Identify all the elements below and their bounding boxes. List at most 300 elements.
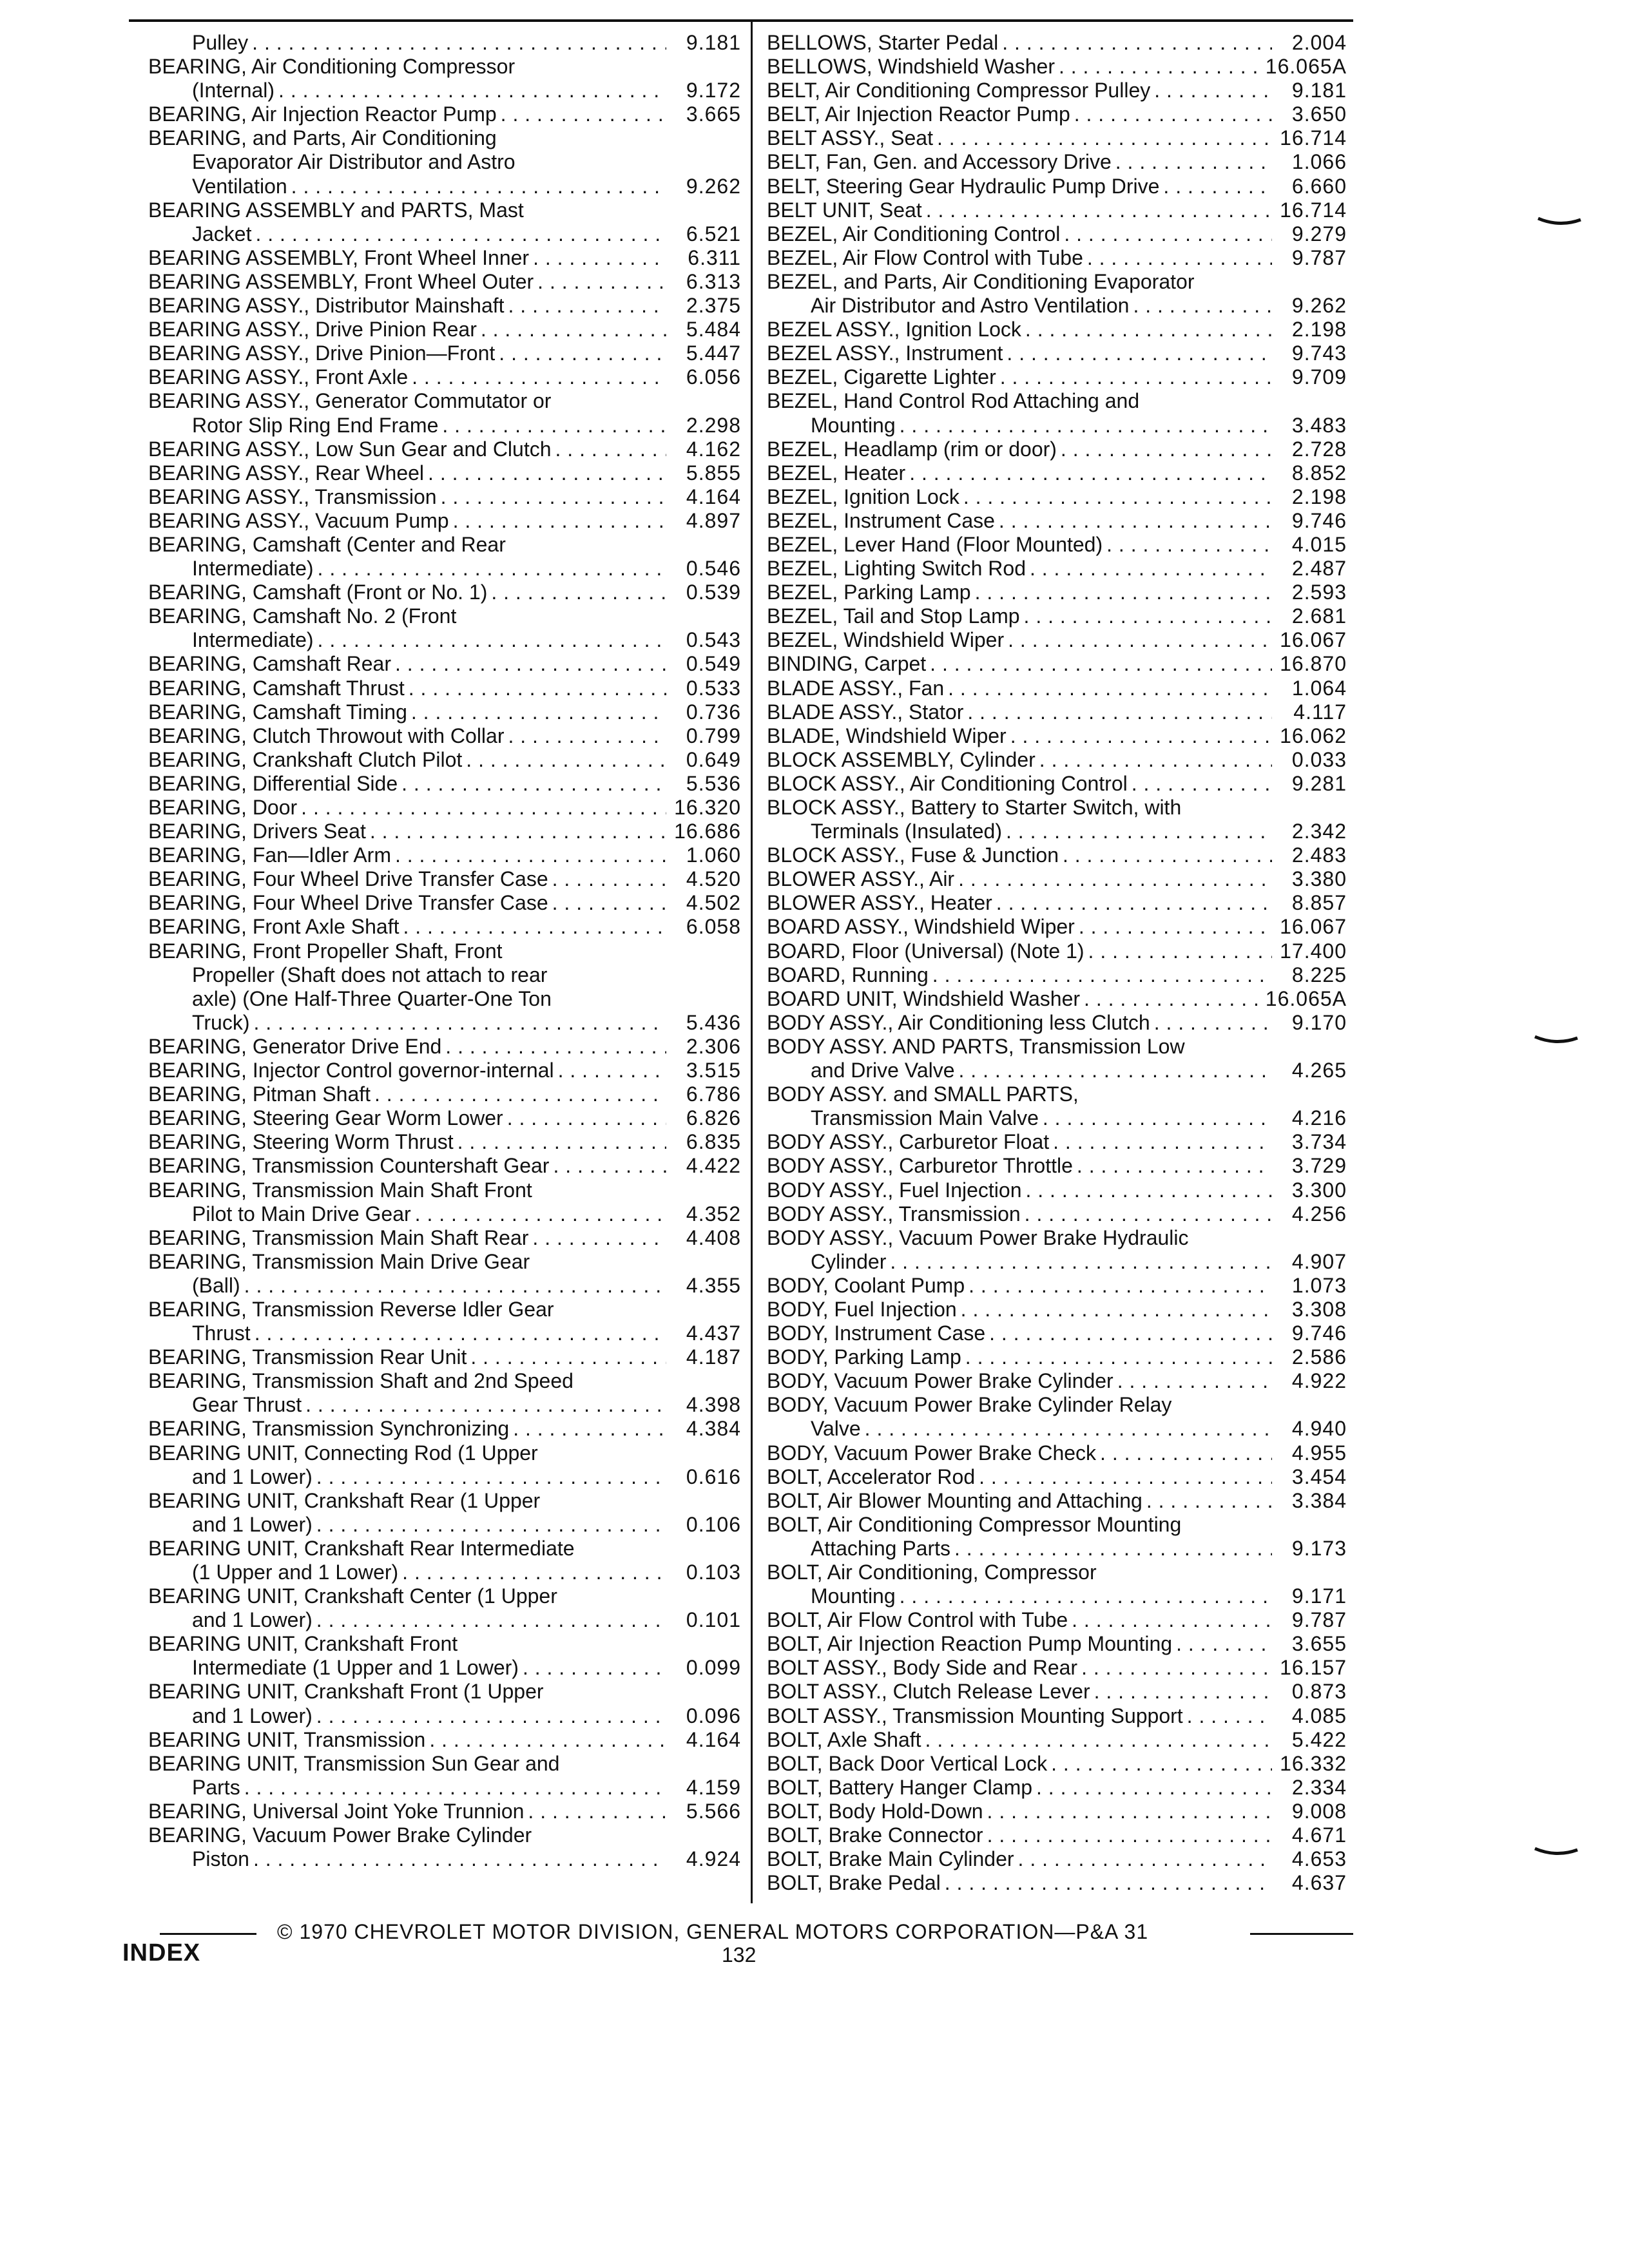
entry-page-reference: 2.681 [1291,604,1347,628]
entry-text: BEARING, Steering Gear Worm Lower [148,1106,503,1130]
index-entry [148,1800,741,1823]
index-entry-line [148,652,741,676]
index-entry-line [767,1393,1347,1417]
index-entry [148,939,741,1035]
entry-text: BEARING, Fan—Idler Arm [148,843,391,867]
entry-text: BOARD ASSY., Windshield Wiper [767,915,1075,939]
index-entry [148,509,741,533]
entry-page-reference: 4.355 [686,1273,741,1297]
index-entry-line [767,628,1347,652]
entry-text: BEARING, Steering Worm Thrust [148,1130,454,1154]
index-entry-line [767,1345,1347,1369]
index-entry [767,1680,1347,1704]
entry-page-reference: 16.065A [1265,986,1347,1010]
entry-page-reference: 4.437 [686,1321,741,1345]
entry-page-reference: 2.198 [1291,485,1347,508]
entry-text: BELT, Air Injection Reactor Pump [767,102,1070,126]
entry-page-reference: 5.566 [686,1799,741,1823]
index-entry-line [767,987,1347,1011]
index-entry [767,102,1347,126]
entry-page-reference: 0.101 [686,1608,741,1632]
entry-text: BEARING, Air Injection Reactor Pump [148,102,497,126]
dot-leader [552,867,666,891]
index-entry-line [767,1680,1347,1704]
entry-text: BLOWER ASSY., Heater [767,891,992,915]
dot-leader [533,246,666,270]
index-entry-line [148,175,741,198]
index-entry [767,1082,1347,1130]
entry-text: BODY, Coolant Pump [767,1273,965,1297]
entry-page-reference: 16.320 [674,796,741,819]
index-entry-line [148,1704,741,1728]
dot-leader [930,652,1272,676]
dot-leader [1154,79,1272,102]
index-entry [148,270,741,294]
dot-leader [1051,1752,1272,1776]
index-entry [148,1130,741,1154]
index-entry-line [767,1226,1347,1250]
entry-page-reference: 9.787 [1291,1608,1347,1632]
index-entry [767,1823,1347,1847]
entry-page-reference: 16.157 [1280,1656,1347,1680]
index-entry [148,867,741,891]
entry-page-reference: 8.857 [1291,891,1347,915]
index-entry-line [148,1059,741,1082]
index-entry-line [767,1823,1347,1847]
entry-page-reference: 9.172 [686,79,741,102]
index-entry [148,843,741,867]
index-entry [148,437,741,461]
dot-leader [1030,557,1272,581]
index-entry [148,31,741,55]
entry-page-reference: 4.085 [1291,1704,1347,1727]
index-entry-line [148,557,741,581]
entry-page-reference: 2.298 [686,413,741,437]
index-entry [767,939,1347,963]
index-entry-line [767,341,1347,365]
index-entry-line [767,1202,1347,1226]
index-entry-line [767,270,1347,294]
entry-text: BEARING ASSY., Transmission [148,485,437,508]
index-entry-line [767,1417,1347,1441]
dot-leader [481,318,666,341]
dot-leader [1132,772,1272,796]
index-entry [767,318,1347,341]
index-entry-line [767,748,1347,772]
dot-leader [508,724,666,748]
index-entry-line [767,1513,1347,1537]
dot-leader [1024,604,1272,628]
entry-text: BEARING, Camshaft No. 2 (Front [148,604,457,628]
entry-text: BOARD UNIT, Windshield Washer [767,986,1081,1010]
dot-leader [395,843,666,867]
index-entry [767,557,1347,581]
entry-page-reference: 9.173 [1291,1536,1347,1560]
top-rule [129,19,1353,22]
index-entry [148,891,741,915]
index-entry-line [148,1274,741,1298]
dot-leader [401,772,666,796]
index-entry-line [767,1369,1347,1393]
entry-page-reference: 9.787 [1291,245,1347,269]
entry-page-reference: 5.422 [1291,1727,1347,1751]
entry-page-reference: 1.060 [686,843,741,867]
index-entry-line [148,1250,741,1274]
entry-page-reference: 2.342 [1291,820,1347,843]
dot-leader [959,1059,1272,1082]
index-entry-line [148,270,741,294]
dot-leader [305,1393,666,1417]
entry-page-reference: 3.515 [686,1059,741,1082]
entry-text: BOLT, Air Blower Mounting and Attaching [767,1488,1142,1512]
entry-text: BEARING UNIT, Connecting Rod (1 Upper [148,1441,538,1465]
entry-text: BOLT ASSY., Body Side and Rear [767,1656,1078,1680]
index-entry-line [148,55,741,79]
entry-page-reference: 3.655 [1291,1632,1347,1656]
index-entry [767,796,1347,843]
entry-page-reference: 16.067 [1280,915,1347,939]
entry-page-reference: 4.637 [1291,1871,1347,1895]
index-entry-line [767,1704,1347,1728]
index-entry-line [767,318,1347,341]
index-entry-line [148,1441,741,1465]
index-entry-line [767,1035,1347,1059]
index-entry-line [148,1752,741,1776]
dot-leader [1039,748,1272,772]
dot-leader [865,1417,1272,1441]
entry-text: BEARING, Transmission Countershaft Gear [148,1154,550,1178]
index-entry [767,1465,1347,1489]
index-entry [767,1847,1347,1871]
index-entry [767,1728,1347,1752]
index-entry-line [767,294,1347,318]
index-entry-line [767,246,1347,270]
entry-text: BODY ASSY., Fuel Injection [767,1178,1022,1202]
index-entry-line [148,1513,741,1537]
index-entry-line [767,1871,1347,1895]
entry-page-reference: 4.352 [686,1202,741,1225]
entry-text: BODY ASSY. and SMALL PARTS, [767,1082,1079,1106]
entry-page-reference: 0.649 [686,747,741,771]
index-entry-line [767,31,1347,55]
entry-page-reference: 0.543 [686,628,741,652]
index-entry [148,1584,741,1632]
entry-text: BOLT, Brake Connector [767,1823,983,1847]
index-entry [148,1082,741,1106]
entry-page-reference: 9.181 [686,31,741,54]
index-entry [148,1106,741,1130]
entry-text: BODY, Fuel Injection [767,1297,957,1321]
entry-page-reference: 3.483 [1291,413,1347,437]
entry-page-reference: 4.408 [686,1225,741,1249]
dot-leader [558,1059,666,1082]
footer-section-label: INDEX [122,1939,201,1966]
dot-leader [441,485,666,509]
index-entry-line [148,1226,741,1250]
entry-text: BEARING, Camshaft Rear [148,652,391,676]
dot-leader [1025,1202,1272,1226]
index-entry-line [148,987,741,1011]
dot-leader [466,748,666,772]
index-entry-line [148,724,741,748]
entry-text: BEZEL ASSY., Instrument [767,341,1003,365]
entry-text: and 1 Lower) [192,1608,313,1632]
index-entry [148,1226,741,1250]
index-entry-line [767,1178,1347,1202]
entry-text: BEZEL, Instrument Case [767,508,995,532]
dot-leader [513,1417,666,1441]
index-entry-line [767,700,1347,724]
index-entry [767,222,1347,246]
index-entry-line [767,724,1347,748]
entry-text: BEZEL, Parking Lamp [767,581,971,604]
entry-page-reference: 4.955 [1291,1441,1347,1465]
index-entry [767,891,1347,915]
index-entry-line [767,915,1347,939]
index-entry-line [767,437,1347,461]
index-entry [148,1250,741,1298]
entry-text: Evaporator Air Distributor and Astro [192,150,516,174]
index-entry-line [767,1489,1347,1513]
dot-leader [987,1823,1272,1847]
dot-leader [1079,915,1272,939]
entry-text: BEZEL, Tail and Stop Lamp [767,604,1020,628]
index-entry [148,102,741,126]
index-entry-line [148,365,741,389]
index-entry-line [767,843,1347,867]
entry-page-reference: 4.216 [1291,1106,1347,1130]
dot-leader [1063,843,1272,867]
entry-page-reference: 16.714 [1280,126,1347,150]
index-entry-line [767,1106,1347,1130]
dot-leader [415,1202,666,1226]
index-entry [767,963,1347,987]
entry-text: BODY ASSY., Transmission [767,1202,1021,1225]
index-entry-line [767,1321,1347,1345]
dot-leader [507,1106,666,1130]
entry-page-reference: 6.056 [686,365,741,389]
entry-text: and 1 Lower) [192,1704,313,1727]
entry-page-reference: 16.714 [1280,198,1347,222]
entry-page-reference: 0.103 [686,1561,741,1584]
dot-leader [900,1584,1272,1608]
entry-page-reference: 9.279 [1291,222,1347,245]
entry-page-reference: 3.734 [1291,1130,1347,1154]
entry-text: BEARING, Generator Drive End [148,1034,442,1058]
dot-leader [926,198,1272,222]
dot-leader [900,414,1272,437]
entry-text: BLADE ASSY., Fan [767,676,945,700]
dot-leader [253,1847,666,1871]
entry-text: BODY, Instrument Case [767,1321,986,1345]
index-entry-line [148,915,741,939]
index-entry-line [148,1489,741,1513]
index-entry-line [767,963,1347,987]
dot-leader [1106,533,1272,557]
index-entry [767,1656,1347,1680]
index-entry-line [148,1082,741,1106]
dot-leader [1064,222,1272,246]
entry-text: Pilot to Main Drive Gear [192,1202,411,1225]
index-entry [148,389,741,437]
index-entry [767,1441,1347,1465]
index-entry-line [148,1178,741,1202]
entry-text: Intermediate) [192,628,314,652]
index-entry [148,1537,741,1584]
entry-text: Valve [811,1417,861,1441]
entry-page-reference: 4.164 [686,1727,741,1751]
index-entry [767,1226,1347,1274]
index-entry [148,820,741,843]
entry-text: BEARING ASSEMBLY and PARTS, Mast [148,198,524,222]
index-entry-line [148,700,741,724]
index-entry-line [148,1537,741,1561]
index-entry [767,79,1347,102]
index-entry [148,1298,741,1345]
dot-leader [1117,1369,1272,1393]
entry-page-reference: 6.313 [686,269,741,293]
index-entry [767,724,1347,748]
dot-leader [987,1800,1272,1823]
entry-text: BLOCK ASSY., Fuse & Junction [767,843,1059,867]
dot-leader [316,1513,666,1537]
index-entry [767,1011,1347,1035]
entry-text: BOARD, Running [767,963,929,986]
entry-text: BEARING, Clutch Throwout with Collar [148,724,505,747]
index-entry-line [767,389,1347,413]
entry-text: BEARING, Transmission Reverse Idler Gear [148,1297,554,1321]
entry-page-reference: 3.454 [1291,1465,1347,1488]
dot-leader [1084,987,1262,1011]
entry-text: BODY, Parking Lamp [767,1345,961,1369]
entry-text: BOLT, Brake Main Cylinder [767,1847,1014,1871]
index-entry-line [148,628,741,652]
entry-text: BOLT, Air Conditioning Compressor Mounting [767,1512,1182,1536]
margin-tick-mark [1537,216,1582,229]
entry-text: BELT, Air Conditioning Compressor Pulley [767,79,1151,102]
index-entry-line [148,79,741,102]
index-entry [148,126,741,198]
entry-text: BOLT, Battery Hanger Clamp [767,1775,1033,1799]
dot-leader [1081,1656,1272,1680]
index-entry-line [148,677,741,700]
index-entry [148,55,741,102]
entry-text: BEARING, Injector Control governor-internal [148,1059,554,1082]
index-entry [767,365,1347,389]
dot-leader [948,677,1272,700]
entry-page-reference: 6.835 [686,1130,741,1154]
entry-text: BLOCK ASSY., Air Conditioning Control [767,771,1128,795]
entry-text: BODY ASSY., Air Conditioning less Clutch [767,1010,1150,1034]
index-entry-line [148,1417,741,1441]
index-entry-line [767,1776,1347,1800]
dot-leader [1074,102,1272,126]
index-entry-line [148,222,741,246]
dot-leader [453,509,666,533]
entry-page-reference: 4.265 [1291,1059,1347,1082]
entry-text: Piston [192,1847,249,1871]
index-entry [767,1274,1347,1298]
entry-page-reference: 4.924 [686,1847,741,1871]
index-entry-line [767,533,1347,557]
index-entry-line [767,509,1347,533]
index-entry-line [148,1202,741,1226]
entry-text: (1 Upper and 1 Lower) [192,1561,399,1584]
entry-text: BEARING, Pitman Shaft [148,1082,371,1106]
index-entry-line [767,175,1347,198]
index-entry [767,1704,1347,1728]
entry-page-reference: 0.549 [686,652,741,676]
entry-text: BELT, Fan, Gen. and Accessory Drive [767,150,1112,174]
entry-text: BINDING, Carpet [767,652,927,676]
entry-page-reference: 9.746 [1291,508,1347,532]
dot-leader [429,1728,666,1752]
dot-leader [1008,628,1272,652]
entry-text: BEZEL, Ignition Lock [767,485,959,508]
entry-text: axle) (One Half-Three Quarter-One Ton [192,986,552,1010]
entry-page-reference: 0.033 [1291,747,1347,771]
index-entry-line [767,461,1347,485]
dot-leader [979,1465,1272,1489]
entry-text: BEARING, Front Propeller Shaft, Front [148,939,503,963]
index-entry-line [148,1321,741,1345]
index-entry-line [148,1823,741,1847]
entry-text: BEARING, Drivers Seat [148,820,366,843]
index-entry [767,987,1347,1011]
entry-page-reference: 4.117 [1293,700,1347,724]
index-entry-line [148,461,741,485]
entry-text: BEARING UNIT, Crankshaft Front (1 Upper [148,1680,544,1704]
entry-page-reference: 3.665 [686,102,741,126]
dot-leader [996,891,1272,915]
dot-leader [1176,1632,1272,1656]
index-entry [148,1823,741,1871]
entry-text: BEARING, Transmission Main Drive Gear [148,1249,530,1273]
index-entry [767,126,1347,150]
dot-leader [278,79,666,102]
dot-leader [244,1274,666,1298]
entry-page-reference: 6.786 [686,1082,741,1106]
entry-page-reference: 9.008 [1291,1799,1347,1823]
entry-page-reference: 5.484 [686,318,741,341]
entry-text: BEZEL, Air Conditioning Control [767,222,1061,245]
entry-text: BEARING, Transmission Synchronizing [148,1417,510,1441]
index-entry [767,1871,1347,1895]
index-entry [767,772,1347,796]
entry-page-reference: 0.539 [686,581,741,604]
index-entry-line [148,1680,741,1704]
entry-page-reference: 3.384 [1291,1488,1347,1512]
entry-text: BEARING ASSY., Front Axle [148,365,409,389]
index-entry-line [148,414,741,437]
index-entry [767,1608,1347,1632]
entry-text: BELT, Steering Gear Hydraulic Pump Drive [767,174,1160,198]
entry-text: BODY ASSY., Carburetor Float [767,1130,1050,1154]
entry-text: Truck) [192,1010,250,1034]
index-entry [767,461,1347,485]
index-entry [148,915,741,939]
index-entry-line [148,1800,741,1823]
index-entry [148,318,741,341]
dot-leader [555,437,666,461]
entry-text: BEARING ASSEMBLY, Front Wheel Outer [148,269,534,293]
dot-leader [989,1321,1272,1345]
entry-page-reference: 3.380 [1291,867,1347,891]
entry-page-reference: 0.873 [1291,1680,1347,1704]
index-entry [767,1202,1347,1226]
index-entry [767,1321,1347,1345]
dot-leader [999,509,1272,533]
